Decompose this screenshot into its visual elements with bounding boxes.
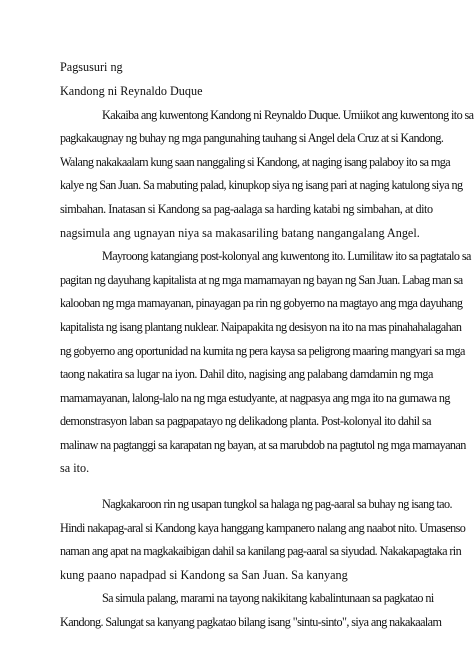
- paragraph-line: kalye ng San Juan. Sa mabuting palad, kinupkop siya ng isang pari at naging katulong siya ng: [60, 178, 463, 193]
- paragraph-line: mamamayanan, lalong-lalo na ng mga estudyante, at nagpasya ang mga ito na gumawa ng: [60, 390, 450, 405]
- paragraph-line: pagitan ng dayuhang kapitalista at ng mga mamamayan ng bayan ng San Juan. Labag man sa: [60, 272, 463, 287]
- paragraph-line: Kandong. Salungat sa kanyang pagkatao bilang isang "sintu-sinto", siya ang nakakaalam: [60, 615, 442, 630]
- paragraph-line: naman ang apat na magkakaibigan dahil sa kanilang pag-aaral sa siyudad. Nakakapagtaka rin: [60, 544, 462, 559]
- paragraph-line: demonstrasyon laban sa pagpapatayo ng delikadong planta. Post-kolonyal ito dahil sa: [60, 414, 432, 429]
- paragraph-line: sa ito.: [60, 461, 90, 476]
- document-title-line-1: Pagsusuri ng: [60, 60, 123, 74]
- paragraph-line: taong nakatira sa lugar na iyon. Dahil dito, nagising ang palabang damdamin ng mga: [60, 367, 433, 382]
- paragraph-line: Walang nakakaalam kung saan nanggaling si Kandong, at naging isang palaboy ito sa mga: [60, 154, 451, 169]
- document-title-line-2: Kandong ni Reynaldo Duque: [60, 83, 203, 98]
- paragraph-line: kapitalista ng isang plantang nuklear. Naipapakita ng desisyon na ito na mas pinahahalagahan: [60, 319, 462, 334]
- paragraph-2: [60, 245, 471, 481]
- paragraph-line: Kakaiba ang kuwentong Kandong ni Reynaldo Duque. Umiikot ang kuwentong ito sa: [102, 107, 474, 122]
- paragraph-line: kung paano napadpad si Kandong sa San Juan. Sa kanyang: [60, 567, 348, 582]
- paragraph-line: ng gobyerno ang oportunidad na kumita ng pera kaysa sa peligrong maaring mangyari sa mga: [60, 343, 465, 358]
- paragraph-line: malinaw na pagtanggi sa karapatan ng bayan, at sa marubdob na pagtutol ng mga mamayanan: [60, 437, 466, 452]
- paragraph-line: Sa simula palang, marami na tayong nakikitang kabalintunaan sa pagkatao ni: [102, 591, 434, 606]
- paragraph-line: Hindi nakapag-aral si Kandong kaya hanggang kampanero nalang ang naabot nito. Umasenso: [60, 520, 466, 535]
- paragraph-line: nagsimula ang ugnayan niya sa makasariling batang nangangalang Angel.: [60, 225, 420, 240]
- paragraph-line: kalooban ng mga mamayanan, pinayagan pa rin ng gobyerno na magtayo ang mga dayuhang: [60, 296, 463, 311]
- paragraph-1: [60, 104, 474, 246]
- paragraph-line: Mayroong katangiang post-kolonyal ang kuwentong ito. Lumilitaw ito sa pagtatalo sa: [102, 249, 471, 264]
- paragraph-line: Nagkakaroon rin ng usapan tungkol sa halaga ng pag-aaral sa buhay ng isang tao.: [102, 497, 452, 512]
- paragraph-line: pagkakaugnay ng buhay ng mga pangunahing tauhang si Angel dela Cruz at si Kandong.: [60, 131, 444, 146]
- paragraph-4: [60, 587, 442, 634]
- paragraph-line: simbahan. Inatasan si Kandong sa pag-aalaga sa harding katabi ng simbahan, at dito: [60, 201, 433, 216]
- paragraph-gap: [60, 481, 414, 493]
- paragraph-3: [60, 493, 466, 587]
